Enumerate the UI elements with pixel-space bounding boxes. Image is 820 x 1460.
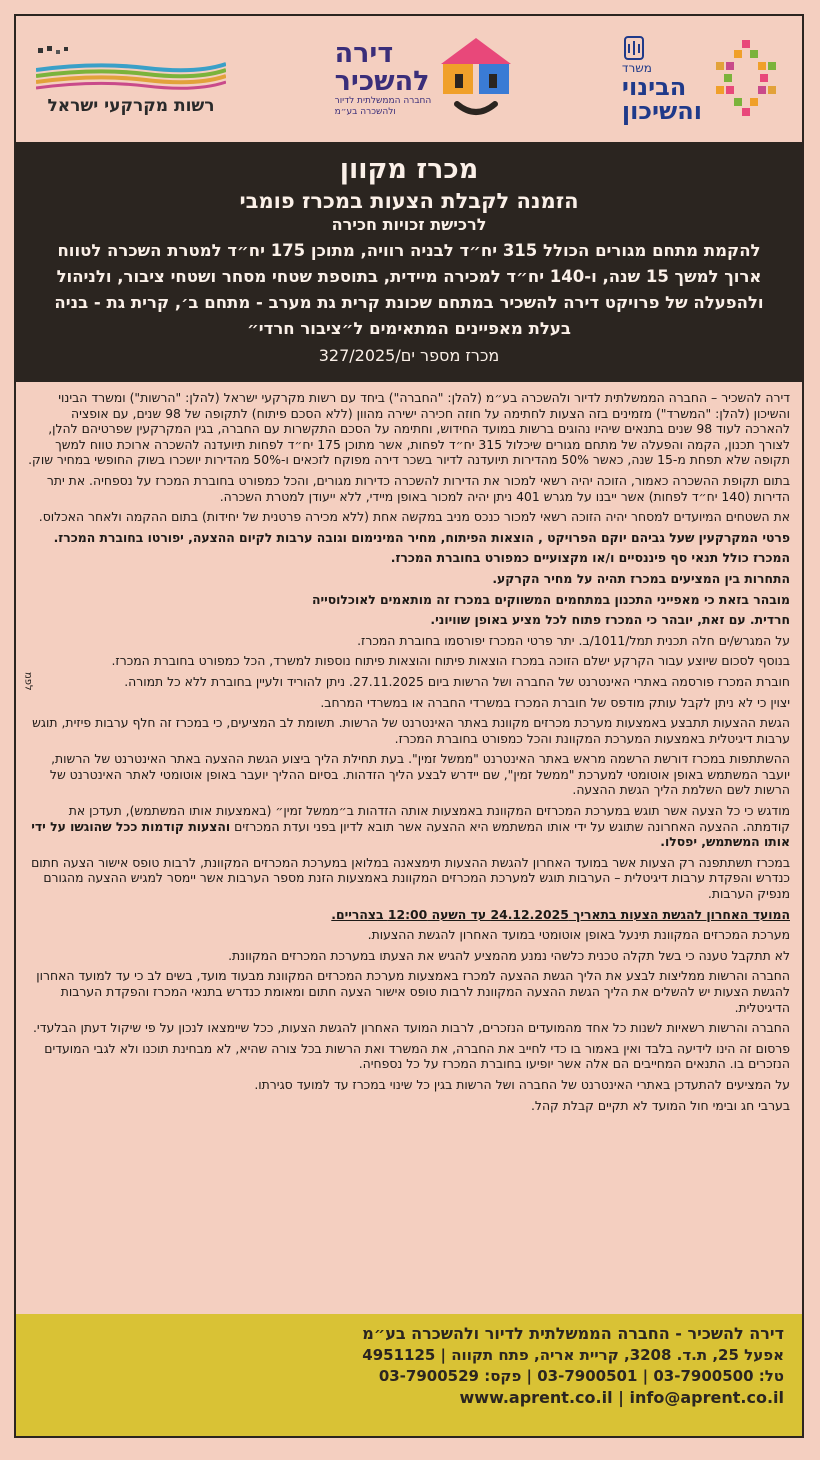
paragraph-3: את השטחים המיועדים למסחר יהיה הזוכה רשאי למכור כנכס מניב במקשה אחת (ללא מכירה פרטנית של יחידות) בתום ההקמה ולאחר האכלוס. bbox=[38, 509, 790, 525]
paragraph-9: על המגרש/ים חלה תכנית תמל/1011/ב. יתר פרטי המכרז יפורסמו בחוברת המכרז. bbox=[357, 632, 790, 648]
paragraph-7: מובהר בזאת כי מאפייני התכנון במתחמים המשווקים במכרז זה מותאמים לאוכלוסייה bbox=[311, 591, 790, 607]
paragraph-4: פרטי המקרקעין שעל גביהם יוקם הפרויקט , הוצאות הפיתוח, מחיר המינימום וגובה ערבות לקיום ההצעה, יפורטו בחוברת המכרז. bbox=[53, 529, 790, 545]
land-authority-icon bbox=[36, 42, 226, 90]
dira-sub-1: החברה הממשלתית לדיור bbox=[334, 96, 432, 106]
paragraph-23: בערבי חג ובימי חול המועד לא תקיים קבלת קהל. bbox=[530, 1097, 790, 1113]
paragraph-18: לא תתקבל טענה כי בשל תקלה טכנית כלשהי נמנע מהמציע להגיש את הצעתו במערכת המכרזים המקוונת. bbox=[228, 947, 790, 963]
dira-title-2: להשכיר bbox=[334, 66, 430, 97]
paragraph-10: בנוסף לסכום שיוצע עבור הקרקע ישלם הזוכה במכרז הוצאות פיתוח והוצאות פיתוח נוספות למשרד, הכל כמפורט בחוברת המכרז. bbox=[111, 653, 790, 669]
footer-address: אפעל 25, ת.ד. 3208, קריית אריה, פתח תקווה | 4951125 bbox=[362, 1346, 784, 1364]
paragraph-6: התחרות בין המציעים במכרז תהיה על מחיר הקרקע. bbox=[492, 570, 790, 586]
deadline-notice: המועד האחרון להגשת הצעות בתאריך 24.12.2025 עד השעה 12:00 בצהריים. bbox=[331, 906, 790, 922]
side-note: לפמ bbox=[22, 672, 34, 691]
page-subtitle-2: לרכישת זכויות חכירה bbox=[331, 215, 487, 234]
header-banner bbox=[16, 142, 802, 382]
paragraph-5: המכרז כולל תנאי סף פיננסיים ו/או מקצועיים כמפורט בחוברת המכרז. bbox=[390, 550, 790, 566]
pixel-star-icon bbox=[712, 36, 782, 122]
footer-contact bbox=[16, 1314, 802, 1436]
logo-bar bbox=[16, 16, 802, 142]
ad-body bbox=[16, 382, 802, 1318]
footer-company: דירה להשכיר - החברה הממשלתית לדיור ולהשכרה בע״מ bbox=[362, 1324, 784, 1343]
paragraph-2: בתום תקופת ההשכרה כאמור, הזוכה יהיה רשאי למכור את הדירות להשכרה כדירות מגורים, והכל כמפורט בחוברת המכרז על נספחיה. את יתר הדירות (140 יח״ד לפחות) אשר ייבנו על מגרש 401 ניתן יהיה למכור באופן מיידי, ללא ייעודן למטרת השכרה. bbox=[46, 472, 790, 504]
footer-phones: טל: 03-7900500 | 03-7900501 | פקס: 03-7900529 bbox=[378, 1367, 784, 1385]
page-subtitle: הזמנה לקבלת הצעות במכרז פומבי bbox=[239, 189, 579, 213]
ministry-line-3: והשיכון bbox=[621, 97, 702, 125]
tender-description: להקמת מתחם מגורים הכולל 315 יח״ד לבניה רוויה, מתוכן 175 יח״ד למטרת השכרה לטווח ארוך למשך 15 שנה, ו-140 יח״ד למכירה מיידית, בתוספת שטחי מסחר ושטחי ציבור, ולניהול ולהפעלה של פרויקט דירה להשכיר במתחם שכונת קרית גת מערב - מתחם ב׳, קרית גת - בניה בעלת מאפיינים המתאימים ל״ציבור חרדי״ bbox=[54, 241, 764, 338]
paragraph-11: חוברת המכרז פורסמה באתרי האינטרנט של החברה ושל הרשות ביום 27.11.2025. ניתן להוריד ולעיין בחוברת ללא כל תמורה. bbox=[124, 673, 790, 689]
tender-number: מכרז מספר ים/327/2025 bbox=[318, 346, 500, 365]
paragraph-15-text: מודגש כי כל הצעה אשר תוגש במערכת המכרזים המקוונת באמצעות אותה הזדהות ב״ממשל זמין״ (באמצעות אותו המשתמש), תעדכן את קודמתה. ההצעה האחרונה שתוגש על ידי אותו המשתמש היא ההצעה אשר תובא לדיון בפני ועדת המכרזים bbox=[68, 803, 790, 834]
paragraph-1: דירה להשכיר – החברה הממשלתית לדיור ולהשכרה בע״מ (להלן: "החברה") ביחד עם רשות מקרקעי ישראל (להלן: "הרשות") ומשרד הבינוי והשיכון (להלן: "המשרד") מזמינים בזה הצעות לחתימה על חוזה חכירה ישירה מהוון (ללא הסכם פיתוח) לתקופה של 98 שנים, עם אופציה להארכה לעוד 98 שנים בתנאים שיהיו נהוגים ברשות במועד החידוש, וחתימה על הסכם התקשרות עם החברה, בגין המקרקעין שפרטיהם להלן, לצורך תכנון, הקמה והפעלה של מתחם מגורים שיכלול 315 יח״ד לפחות, אשר מתוכן 175 יח״ד לפחות תיועדנה להשכרה ארוכת טווח למשך תקופה שלא תפחת מ-15 שנה, כאשר 50% מהדירות תיועדנה לדיור בשכר דירה מפוקח לזכאים ו-50% מהדירות יושכרו בשוק החופשי במחיר שוק. bbox=[28, 390, 790, 468]
land-authority-logo bbox=[36, 42, 226, 116]
paragraph-17: מערכת המכרזים המקוונת תינעל באופן אוטומטי במועד האחרון להגשת ההצעות. bbox=[367, 927, 790, 943]
paragraph-19: החברה והרשות ממליצות לבצע את הליך הגשת ההצעה למכרז באמצעות מערכת המכרזים המקוונת מבעוד מועד, בשים לב כי עד למועד האחרון להגשת הצעות יש להשלים את הליך הגשת ההצעה המקוונת לרבות טופס אישור הצעה חתום ומאומת כנדרש בתנאי המכרז והפקדת הערבות הדיגיטלית. bbox=[36, 968, 790, 1015]
paragraph-14: ההשתתפות במכרז דורשת הרשמה מראש באתר האינטרנט "ממשל זמין". בעת תחילת הליך ביצוע הגשת ההצעה באתר האינטרנט של הרשות, יועבר המשתמש באופן אוטומטי למערכת "ממשל זמין", שם יידרש לבצע הליך הזדהות. בסיום ההליך יועבר באופן אוטומטי לאתר האינטרנט של הרשות לשם השלמת הליך הגשת ההצעה. bbox=[49, 751, 790, 798]
paragraph-15 bbox=[28, 803, 790, 850]
ministry-line-2: הבינוי bbox=[621, 73, 687, 101]
paragraph-16: במכרז תשתתפנה רק הצעות אשר במועד האחרון להגשת ההצעות תימצאנה במלואן במערכת המכרזים המקוונת, לרבות טופס אישור הצעה חתום כנדרש והפקדת ערבות דיגיטלית – הערבות תוגש למערכת המכרזים המקוונת באמצעות הזנת מספר הערבות אשר יימסר למגיש ההצעה מהגורם מנפיק הערבות. bbox=[31, 854, 790, 902]
state-emblem-icon bbox=[622, 35, 646, 61]
paragraph-21: פרסום זה הינו לידיעה בלבד ואין באמור בו כדי לחייב את החברה, את המשרד ואת הרשות בכל צורה שהיא, לא מבחינת תוכנו ולא לגבי המועדים הנזכרים בו. התנאים המחייבים הם אלה אשר יופיעו בחוברת המכרז על כל נספחיה. bbox=[44, 1040, 790, 1072]
paragraph-12: יצוין כי לא ניתן לקבל עותק מודפס של חוברת המכרז במשרדי החברה או במשרדי המרחב. bbox=[320, 694, 790, 710]
land-authority-name: רשות מקרקעי ישראל bbox=[47, 96, 215, 116]
dira-sub-2: ולהשכרה בע״מ bbox=[334, 107, 396, 117]
paragraph-8: חרדית. עם זאת, יובהר כי המכרז פתוח לכל מציע באופן שוויוני. bbox=[430, 612, 790, 628]
house-smile-icon bbox=[439, 36, 513, 122]
paragraph-13: הגשת ההצעות תתבצע באמצעות מערכת מכרזים מקוונת באתר האינטרנט של הרשות. תשומת לב המציעים, כי במכרז זה חלף ערבות פיזית, תוגש ערבות דיגיטלית באמצעות המערכת המקוונת והכל כמפורט בחוברת המכרז. bbox=[32, 715, 790, 746]
paragraph-22: על המציעים להתעדכן באתרי האינטרנט של החברה ושל הרשות בגין כל שינוי במכרז עד למועד סגירתו. bbox=[254, 1076, 790, 1092]
page-title: מכרז מקוון bbox=[339, 154, 479, 185]
ad-frame bbox=[14, 14, 804, 1438]
dira-lehaskir-logo bbox=[335, 36, 514, 122]
paragraph-15-bold: והצעות קודמות ככל שהוגשו על ידי אותו המשתמש, יפסלו. bbox=[31, 818, 790, 850]
dira-title-1: דירה bbox=[334, 38, 394, 69]
paragraph-20: החברה והרשות רשאיות לשנות כל אחד מהמועדים הנזכרים, לרבות המועד האחרון להגשת הצעות, ככל שיימצאו לנכון על פי שיקול דעתן הבלעדי. bbox=[32, 1020, 790, 1036]
footer-web[interactable]: www.aprent.co.il | info@aprent.co.il bbox=[459, 1388, 784, 1407]
ministry-line-1: משרד bbox=[621, 61, 652, 75]
ministry-logo bbox=[622, 35, 782, 123]
